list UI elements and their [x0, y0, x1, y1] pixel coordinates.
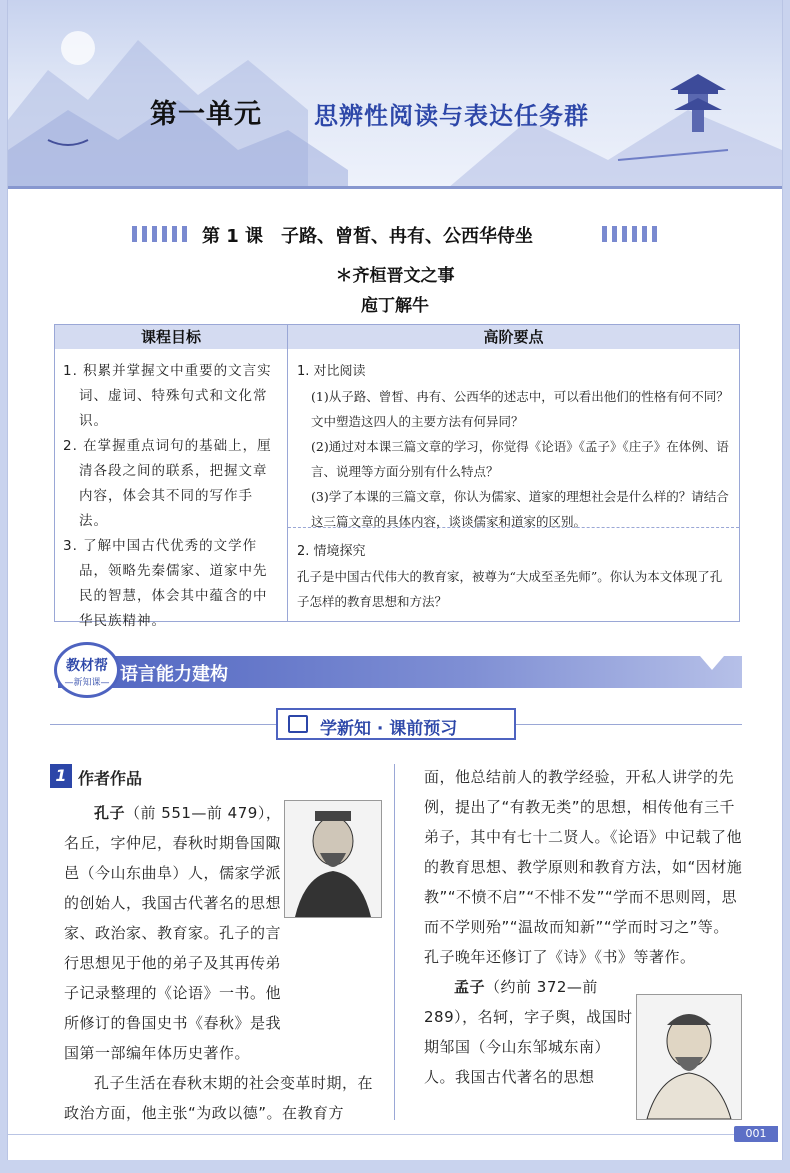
- goal-item: 2. 在掌握重点词句的基础上，厘清各段之间的联系，把握文章内容，体会其不同的写作手法。: [63, 438, 272, 529]
- footer-rule: [8, 1134, 734, 1135]
- badge-label: 教材帮: [66, 658, 108, 674]
- mengzi-name: 孟子: [454, 978, 486, 996]
- kongzi-bio: （前 551—前 479），名丘，字仲尼，春秋时期鲁国陬邑（今山东曲阜）人，儒家学派的创始人，我国古代著名的思想家、政治家、教育家。孔子的言行思想见于他的弟子及其再传弟子记录整理的《论语》一书。他所修订的鲁国史书《春秋》是我国第一部编年体历史著作。: [64, 804, 282, 1062]
- unit-title: 第一单元: [150, 99, 262, 130]
- point-item: (2)通过对本课三篇文章的学习，你觉得《论语》《孟子》《庄子》在体例、语言、说理等方面分别有什么特点？: [311, 439, 729, 479]
- badge-sublabel: —新知课—: [64, 678, 110, 688]
- notebook-icon: [288, 715, 308, 733]
- left-column: [64, 798, 386, 1128]
- header-banner: [8, 0, 782, 188]
- mengzi-bio: （约前 372—前 289），名轲，字子舆，战国时期邹国（今山东邹城东南）人。我国古代著名的思想: [424, 978, 633, 1086]
- points-list: [297, 359, 733, 534]
- kongzi-intro: [64, 798, 386, 1068]
- goal-item: 1. 积累并掌握文中重要的文言实词、虚词、特殊句式和文化常识。: [63, 363, 272, 429]
- goals-list: [63, 359, 281, 634]
- page-number: 001: [734, 1126, 778, 1142]
- subsection-header: [276, 708, 516, 740]
- decor-bars-left: [132, 226, 188, 242]
- table-divider: [287, 325, 288, 621]
- author-label: 作者作品: [78, 769, 143, 788]
- point-item: (3)学了本课的三篇文章，你认为儒家、道家的理想社会是什么样的？请结合这三篇文章的具体内容，谈谈儒家和道家的区别。: [311, 489, 729, 529]
- kongzi-name: 孔子: [94, 804, 126, 822]
- decor-bars-right: [602, 226, 658, 242]
- goal-item: 3. 了解中国古代优秀的文学作品，领略先秦儒家、道家中先民的智慧，体会其中蕴含的中华民族精神。: [63, 538, 268, 629]
- chevron-down-icon: [700, 656, 724, 670]
- kongzi-paragraph-2: 孔子生活在春秋末期的社会变革时期，在政治方面，他主张“为政以德”。在教育方: [64, 1074, 374, 1122]
- section-title: 语言能力建构: [120, 664, 228, 685]
- task-group-title: 思辨性阅读与表达任务群: [314, 102, 589, 130]
- goals-table: [54, 324, 740, 629]
- lesson-subtitle-1: ＊齐桓晋文之事: [335, 266, 455, 286]
- textbook-badge: [54, 642, 120, 698]
- scenario-block: [297, 539, 733, 614]
- lesson-subtitle-2: 庖丁解牛: [361, 296, 429, 316]
- page: [7, 0, 783, 1160]
- point-title: 1. 对比阅读: [297, 364, 366, 379]
- banner-divider: [8, 186, 782, 189]
- mencius-portrait: [636, 994, 742, 1120]
- column-divider: [394, 764, 395, 1120]
- point-text: 孔子是中国古代伟大的教育家，被尊为“大成至圣先师”。你认为本文体现了孔子怎样的教育思想和方法？: [297, 569, 723, 609]
- section-number: 1: [50, 764, 72, 788]
- goals-header: 课程目标: [55, 325, 287, 349]
- landscape-illustration: [8, 0, 782, 188]
- subsection-title: 学新知 · 课前预习: [320, 719, 458, 739]
- point-title: 2. 情境探究: [297, 544, 366, 559]
- point-item: (1)从子路、曾皙、冉有、公西华的述志中，可以看出他们的性格有何不同？文中塑造这四人的主要方法有何异同？: [311, 389, 729, 429]
- lesson-title: 第 1 课 子路、曾皙、冉有、公西华侍坐: [202, 226, 534, 247]
- kongzi-continued: 面，他总结前人的教学经验，开私人讲学的先例，提出了“有教无类”的思想，相传他有三千弟子，其中有七十二贤人。《论语》中记载了他的教育思想、教学原则和教育方法，如“因材施教”“不愤不启”“不悱不发”“学而不思则罔，思而不学则殆”“温故而知新”“学而时习之”等。孔子晚年还修订了《诗》《书》等著作。: [424, 768, 743, 966]
- points-header: 高阶要点: [288, 325, 739, 349]
